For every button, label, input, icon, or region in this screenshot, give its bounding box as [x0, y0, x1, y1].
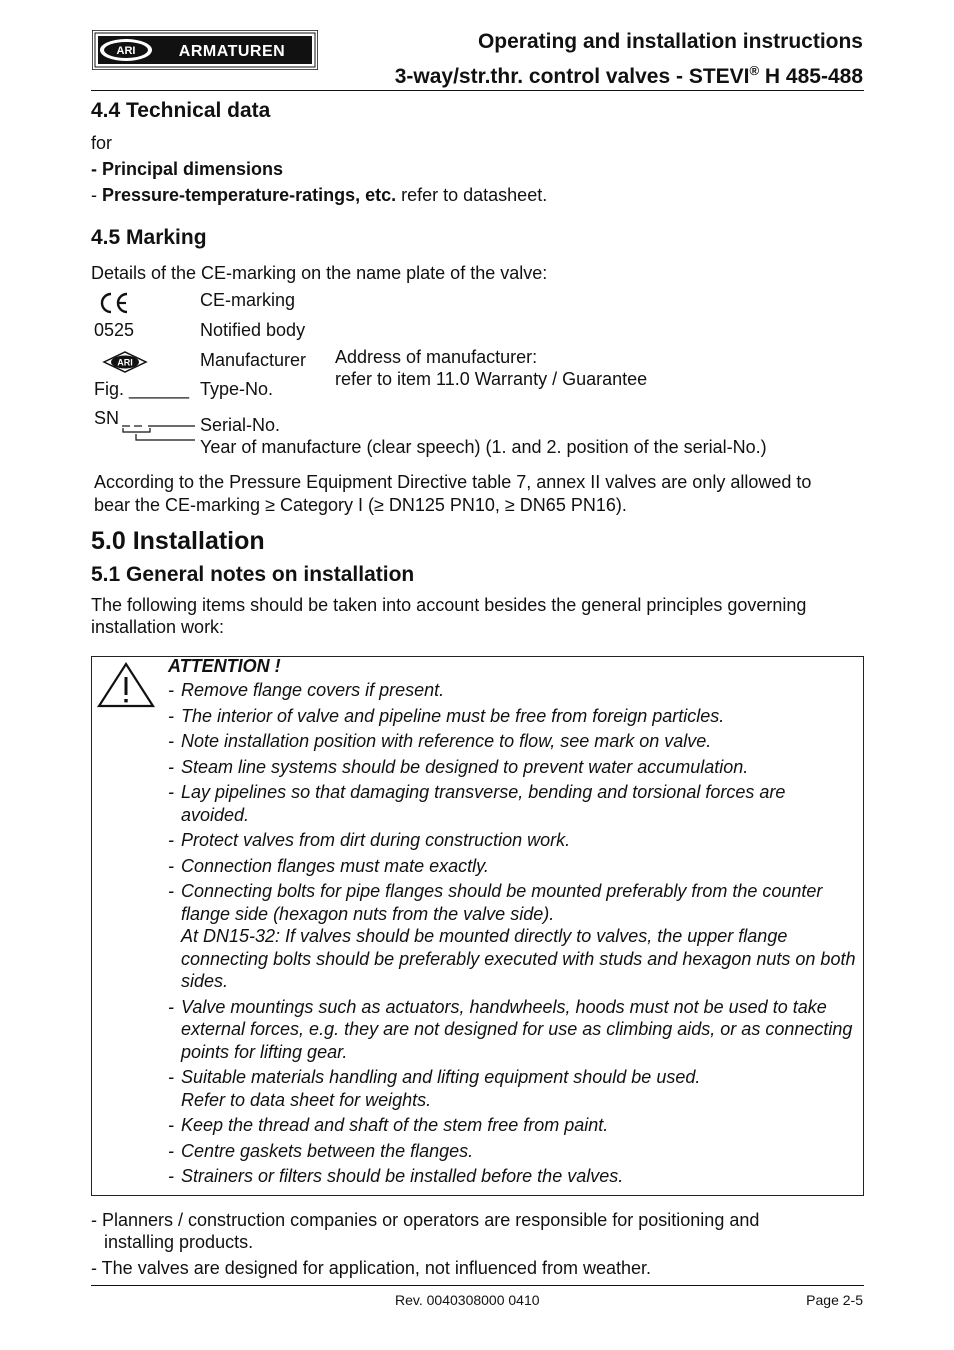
notified-body-label: Notified body — [200, 320, 306, 340]
technical-data-for: for — [91, 133, 113, 153]
manufacturer-label: Manufacturer — [200, 350, 307, 370]
attention-item — [168, 730, 858, 753]
title-line-1: Operating and installation instructions — [477, 30, 863, 53]
header-divider — [91, 90, 864, 91]
ari-armaturen-logo — [92, 30, 318, 70]
year-of-manufacture-label: Year of manufacture (clear speech) (1. and 2. position of the serial-No.) — [200, 437, 767, 457]
attention-item — [168, 1066, 858, 1111]
title-line-2 — [395, 56, 863, 91]
attention-list — [168, 655, 858, 1191]
serial-code: SN — [94, 408, 120, 428]
attention-item — [168, 880, 858, 993]
svg-text:ARMATUREN: ARMATUREN — [178, 43, 286, 60]
revision-number: Rev. 0040308000 0410 — [395, 1292, 540, 1308]
attention-item-text: - Keep the thread and shaft of the stem free from paint. — [181, 1115, 609, 1135]
serial-no-label: Serial-No. — [200, 415, 281, 435]
address-line-1: Address of manufacturer: — [335, 347, 538, 367]
attention-title: ATTENTION ! — [168, 656, 281, 676]
item-dash: - — [91, 185, 102, 205]
page-number: Page 2-5 — [806, 1292, 863, 1308]
type-no-label: Type-No. — [200, 379, 274, 399]
installation-intro-line-2: installation work: — [91, 617, 225, 637]
attention-item-text: - The interior of valve and pipeline must be free from foreign particles. — [181, 705, 725, 726]
address-line-2: refer to item 11.0 Warranty / Guarantee — [335, 369, 648, 389]
attention-item-text: - Connection flanges must mate exactly. — [181, 855, 489, 876]
ari-manufacturer-icon — [102, 351, 148, 373]
attention-item — [168, 996, 858, 1064]
section-5-0-heading: 5.0 Installation — [91, 527, 265, 555]
svg-text:ARI: ARI — [117, 357, 133, 368]
attention-item-text: - Protect valves from dirt during construction work. — [181, 830, 571, 850]
attention-item-text: - Note installation position with reference to flow, see mark on valve. — [181, 731, 712, 751]
attention-item-text: - Suitable materials handling and lifting equipment should be used. — [181, 1067, 701, 1087]
document-title — [395, 27, 863, 91]
attention-item — [168, 1114, 858, 1137]
attention-item — [168, 756, 858, 779]
attention-item — [168, 705, 858, 728]
section-5-1-heading: 5.1 General notes on installation — [91, 563, 415, 586]
attention-item-text: - Steam line systems should be designed to prevent water accumulation. — [181, 756, 749, 777]
registered-mark: ® — [749, 63, 760, 78]
weather-note: - The valves are designed for application, not influenced from weather. — [91, 1258, 651, 1278]
pressure-temperature-item — [91, 185, 547, 206]
section-4-5-heading: 4.5 Marking — [91, 226, 207, 249]
attention-item — [168, 781, 858, 826]
footer-divider — [91, 1285, 864, 1286]
installation-intro-line-1: The following items should be taken into account besides the general principles governing — [91, 595, 807, 615]
title-line-2-model: H 485-488 — [759, 65, 863, 88]
attention-item — [168, 679, 858, 702]
attention-item — [168, 855, 858, 878]
svg-text:ARI: ARI — [116, 45, 136, 57]
section-4-4-heading: 4.4 Technical data — [91, 99, 271, 122]
attention-item-text: - Connecting bolts for pipe flanges should be mounted preferably from the counter flange side (hexagon nuts from the valve side). — [181, 881, 823, 924]
attention-item-text: - Lay pipelines so that damaging transverse, bending and torsional forces are avoided. — [181, 782, 786, 825]
marking-intro: Details of the CE-marking on the name plate of the valve: — [91, 263, 548, 283]
notified-body-code: 0525 — [94, 320, 135, 340]
refer-datasheet-text: refer to datasheet. — [396, 185, 548, 205]
ce-marking-label: CE-marking — [200, 290, 296, 310]
warning-triangle-icon — [96, 661, 156, 709]
attention-item-text: Refer to data sheet for weights. — [181, 1089, 432, 1110]
attention-items — [168, 679, 858, 1188]
responsibility-note-line-1: - Planners / construction companies or operators are responsible for positioning and — [91, 1210, 760, 1230]
attention-item — [168, 1140, 858, 1163]
attention-item-text: - Strainers or filters should be installed before the valves. — [181, 1166, 624, 1186]
attention-item — [168, 1165, 858, 1188]
ped-note-line-2: bear the CE-marking ≥ Category I (≥ DN125 PN10, ≥ DN65 PN16). — [94, 495, 627, 515]
attention-item-text: - Remove flange covers if present. — [181, 680, 445, 700]
ce-mark-icon — [98, 290, 130, 316]
title-line-2-main: 3-way/str.thr. control valves - STEVI — [394, 65, 750, 88]
attention-item-text: At DN15-32: If valves should be mounted directly to valves, the upper flange connecting bolts should be preferably executed with studs and hexagon nuts on both sides. — [181, 926, 856, 991]
serial-number-bracket-icon — [120, 422, 196, 442]
attention-item — [168, 829, 858, 852]
pressure-temperature-bold: Pressure-temperature-ratings, etc. — [102, 185, 397, 205]
principal-dimensions-item: - Principal dimensions — [91, 159, 284, 179]
attention-item-text: - Valve mountings such as actuators, handwheels, hoods must not be used to take external forces, e.g. they are not designed for use as climbing aids, or as connecting points for lifting gear. — [181, 996, 853, 1062]
responsibility-note-line-2: installing products. — [104, 1232, 254, 1252]
figure-code: Fig. ______ — [94, 379, 190, 399]
attention-item-text: - Centre gaskets between the flanges. — [181, 1140, 474, 1161]
ped-note-line-1: According to the Pressure Equipment Directive table 7, annex II valves are only allowed to — [94, 472, 812, 492]
